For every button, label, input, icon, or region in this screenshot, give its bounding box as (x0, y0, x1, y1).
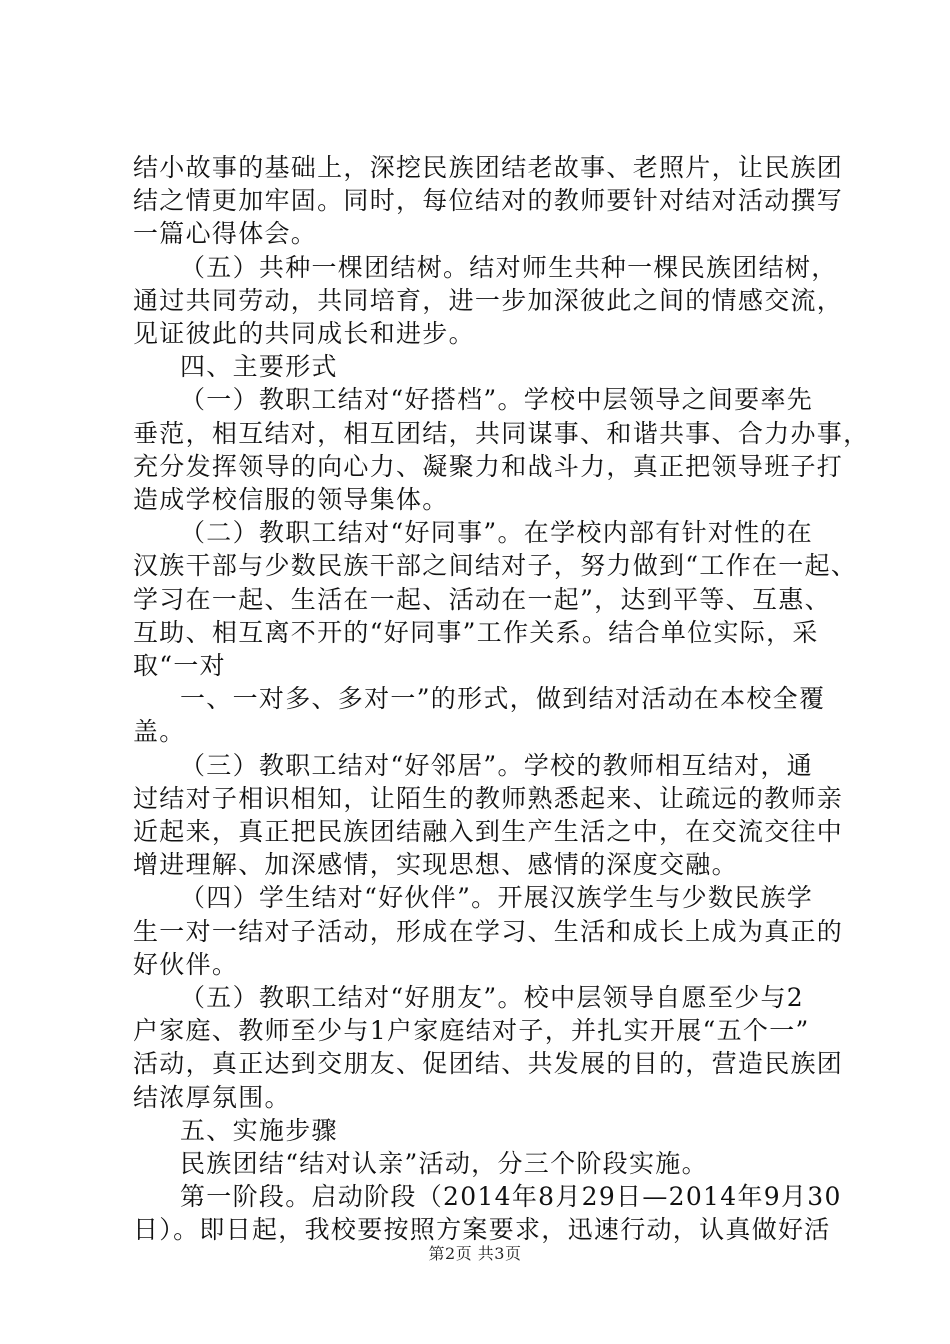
body-line: 造成学校信服的领导集体。 (133, 485, 449, 514)
body-line: 盖。 (133, 717, 186, 747)
body-line: 汉族干部与少数民族干部之间结对子，努力做到“工作在一起、 (133, 551, 858, 581)
body-line: 活动，真正达到交朋友、促团结、共发展的目的，营造民族团 (133, 1049, 844, 1079)
body-line: （五）共种一棵团结树。结对师生共种一棵民族团结树， (180, 252, 838, 282)
body-line: 过结对子相识相知，让陌生的教师熟悉起来、让疏远的教师亲 (133, 783, 844, 813)
body-line: （三）教职工结对“好邻居”。学校的教师相互结对，通 (180, 750, 814, 780)
body-line: （一）教职工结对“好搭档”。学校中层领导之间要率先 (180, 385, 814, 415)
body-line: 充分发挥领导的向心力、凝聚力和战斗力，真正把领导班子打 (133, 451, 844, 481)
body-line: 一、一对多、多对一”的形式，做到结对活动在本校全覆 (180, 684, 826, 714)
body-line: 第一阶段。启动阶段（2014年8月29日—2014年9月30 (180, 1182, 842, 1212)
body-line: 结浓厚氛围。 (133, 1082, 291, 1112)
body-line: 生一对一结对子活动，形成在学习、生活和成长上成为真正的 (133, 916, 844, 946)
body-line: 民族团结“结对认亲”活动，分三个阶段实施。 (180, 1149, 708, 1178)
body-line: 通过共同劳动，共同培育，进一步加深彼此之间的情感交流， (133, 285, 844, 315)
body-line: 近起来，真正把民族团结融入到生产生活之中，在交流交往中 (133, 817, 844, 846)
body-line: 户家庭、教师至少与1户家庭结对子，并扎实开展“五个一” (133, 1016, 810, 1046)
body-line: （二）教职工结对“好同事”。在学校内部有针对性的在 (180, 518, 814, 548)
body-line: 结之情更加牢固。同时，每位结对的教师要针对结对活动撰写 (133, 186, 844, 216)
body-line: 见证彼此的共同成长和进步。 (133, 319, 475, 348)
body-line: 结小故事的基础上，深挖民族团结老故事、老照片，让民族团 (133, 153, 844, 182)
section-heading: 四、主要形式 (180, 352, 338, 382)
body-line: 好伙伴。 (133, 949, 239, 979)
body-line: 互助、相互离不开的“好同事”工作关系。结合单位实际，采 (133, 617, 819, 647)
body-line: 垂范，相互结对，相互团结，共同谋事、和谐共事、合力办事， (133, 418, 870, 448)
body-line: 学习在一起、生活在一起、活动在一起”，达到平等、互惠、 (133, 584, 831, 614)
body-line: 增进理解、加深感情，实现思想、感情的深度交融。 (133, 850, 738, 880)
body-line: 取“一对 (133, 651, 226, 680)
body-line: 日）。即日起，我校要按照方案要求，迅速行动，认真做好活 (133, 1215, 831, 1245)
body-line: （四）学生结对“好伙伴”。开展汉族学生与少数民族学 (180, 883, 814, 913)
body-line: （五）教职工结对“好朋友”。校中层领导自愿至少与2 (180, 983, 804, 1012)
body-line: 一篇心得体会。 (133, 219, 318, 249)
page-footer: 第2页 共3页 (428, 1244, 522, 1263)
section-heading: 五、实施步骤 (180, 1115, 338, 1145)
